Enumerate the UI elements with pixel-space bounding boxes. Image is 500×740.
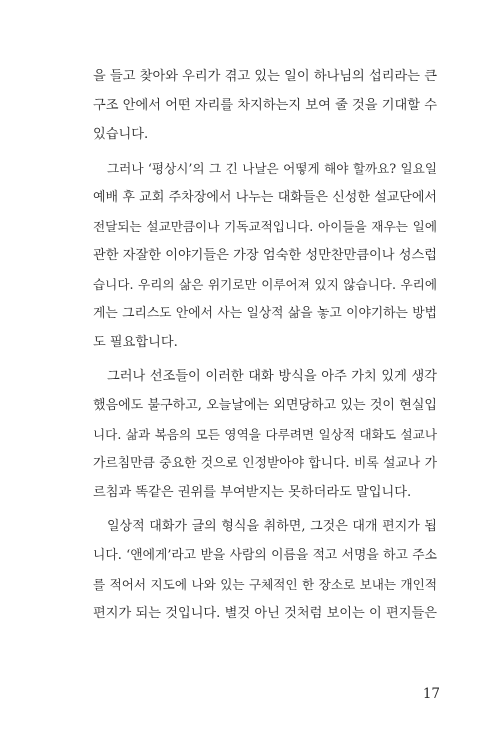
body-text <box>93 62 437 628</box>
text-line: 편지가 되는 것입니다. 별것 아닌 것처럼 보이는 이 편지들은 <box>93 606 437 621</box>
text-line: 있습니다. <box>93 127 149 142</box>
text-line: 예배 후 교회 주차장에서 나누는 대화들은 신성한 설교단에서 <box>93 190 437 205</box>
text-line: 관한 자잘한 이야기들은 가장 엄숙한 성만찬만큼이나 성스럽 <box>93 248 437 263</box>
text-line: 구조 안에서 어떤 자리를 차지하는지 보여 줄 것을 기대할 수 <box>93 98 437 113</box>
page-number: 17 <box>422 686 440 702</box>
text-line: 일상적 대화가 글의 형식을 취하면, 그것은 대개 편지가 됩 <box>107 519 437 534</box>
text-line: 전달되는 설교만큼이나 기독교적입니다. 아이들을 재우는 일에 <box>93 219 437 234</box>
text-line: 했음에도 불구하고, 오늘날에는 외면당하고 있는 것이 현실입 <box>93 398 437 413</box>
text-line: 니다. 삶과 복음의 모든 영역을 다루려면 일상적 대화도 설교나 <box>93 427 437 442</box>
text-line: 도 필요합니다. <box>93 335 178 350</box>
text-line: 니다. ‘앤에게’라고 받을 사람의 이름을 적고 서명을 하고 주소 <box>93 548 437 563</box>
text-line: 그러나 ‘평상시’의 그 긴 나날은 어떻게 해야 할까요? 일요일 <box>107 161 437 176</box>
text-line: 를 적어서 지도에 나와 있는 구체적인 한 장소로 보내는 개인적 <box>93 577 437 592</box>
text-line: 습니다. 우리의 삶은 위기로만 이루어져 있지 않습니다. 우리에 <box>93 277 437 292</box>
text-line: 을 들고 찾아와 우리가 겪고 있는 일이 하나님의 섭리라는 큰 <box>93 69 437 84</box>
text-line: 르침과 똑같은 권위를 부여받지는 못하더라도 말입니다. <box>93 485 412 500</box>
text-line: 가르침만큼 중요한 것으로 인정받아야 합니다. 비록 설교나 가 <box>93 456 437 471</box>
text-line: 그러나 선조들이 이러한 대화 방식을 아주 가치 있게 생각 <box>107 369 437 384</box>
text-line: 게는 그리스도 안에서 사는 일상적 삶을 놓고 이야기하는 방법 <box>93 306 437 321</box>
